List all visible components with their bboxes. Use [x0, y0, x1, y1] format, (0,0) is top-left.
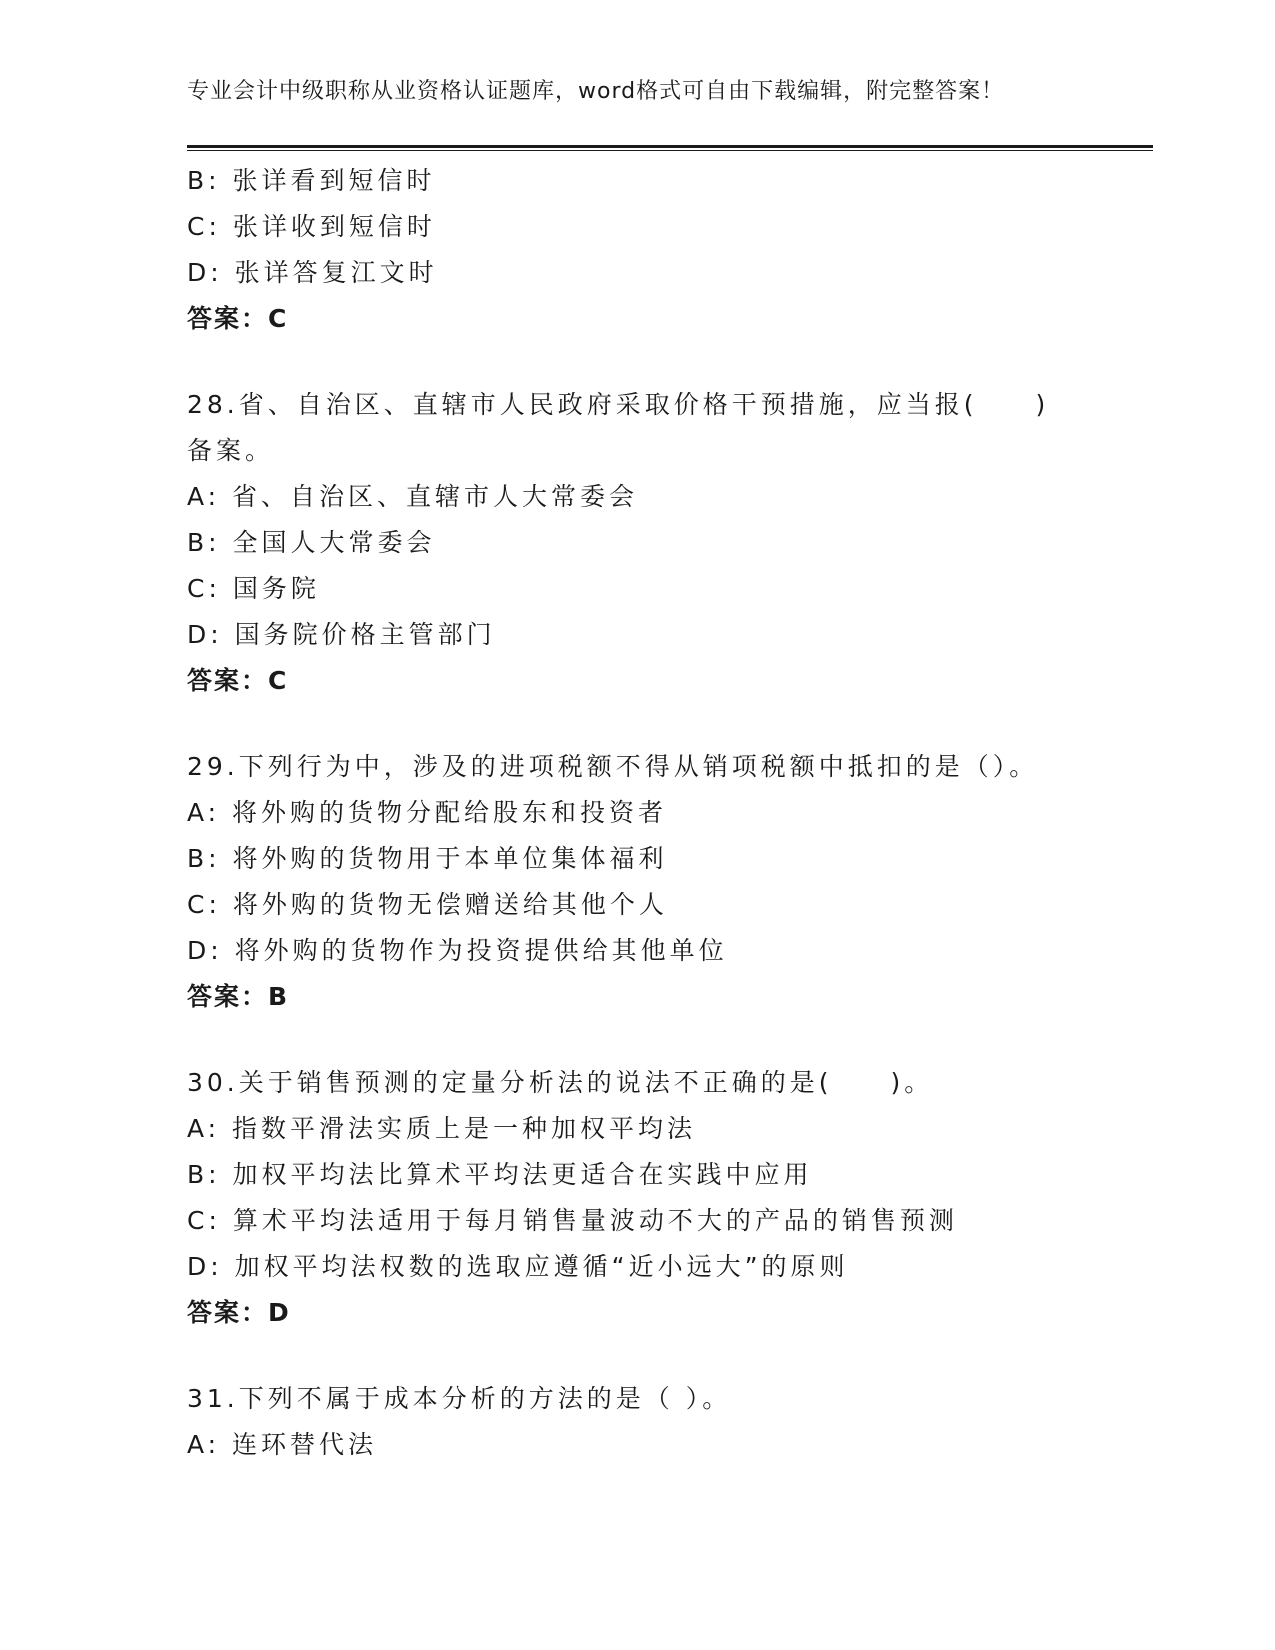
spacer [187, 704, 1107, 744]
question-number: 31. [187, 1384, 239, 1413]
question-28 [187, 382, 1107, 704]
question-text: 关于销售预测的定量分析法的说法不正确的是( )。 [238, 1068, 934, 1097]
spacer [187, 1336, 1107, 1376]
header-divider-thick [187, 145, 1153, 148]
option-d: D: 加权平均法权数的选取应遵循“近小远大”的原则 [187, 1252, 849, 1281]
question-27-continuation [187, 158, 1107, 342]
question-text: 省、自治区、直辖市人民政府采取价格干预措施，应当报( )备案。 [187, 390, 1050, 465]
option-b: B: 加权平均法比算术平均法更适合在实践中应用 [187, 1160, 813, 1189]
question-29 [187, 744, 1107, 1020]
option-a: A: 指数平滑法实质上是一种加权平均法 [187, 1114, 697, 1143]
option-c: C: 将外购的货物无偿赠送给其他个人 [187, 890, 668, 919]
option-c: C: 国务院 [187, 574, 320, 603]
answer-line: 答案：B [187, 982, 290, 1011]
option-a: A: 将外购的货物分配给股东和投资者 [187, 798, 668, 827]
question-stem [187, 1060, 1107, 1106]
spacer [187, 1020, 1107, 1060]
question-number: 29. [187, 752, 239, 781]
question-list [187, 158, 1107, 1468]
option-c: C: 张详收到短信时 [187, 212, 436, 241]
question-number: 28. [187, 390, 239, 419]
question-text: 下列不属于成本分析的方法的是（ ）。 [238, 1384, 732, 1413]
question-30 [187, 1060, 1107, 1336]
page-header: 专业会计中级职称从业资格认证题库，word格式可自由下载编辑，附完整答案！ [187, 79, 1005, 104]
spacer [187, 342, 1107, 382]
header-divider-thin [187, 150, 1153, 151]
question-stem [187, 382, 1067, 474]
question-31 [187, 1376, 1107, 1468]
question-stem [187, 1376, 1107, 1422]
option-b: B: 全国人大常委会 [187, 528, 436, 557]
option-a: A: 连环替代法 [187, 1430, 378, 1459]
question-text: 下列行为中，涉及的进项税额不得从销项税额中抵扣的是（）。 [238, 752, 1039, 781]
answer-line: 答案：C [187, 666, 289, 695]
question-number: 30. [187, 1068, 239, 1097]
question-stem [187, 744, 1107, 790]
option-d: D: 将外购的货物作为投资提供给其他单位 [187, 936, 728, 965]
answer-line: 答案：C [187, 304, 289, 333]
option-c: C: 算术平均法适用于每月销售量波动不大的产品的销售预测 [187, 1206, 958, 1235]
option-a: A: 省、自治区、直辖市人大常委会 [187, 482, 639, 511]
option-b: B: 张详看到短信时 [187, 166, 436, 195]
option-d: D: 国务院价格主管部门 [187, 620, 496, 649]
option-d: D: 张详答复江文时 [187, 258, 438, 287]
option-b: B: 将外购的货物用于本单位集体福利 [187, 844, 668, 873]
answer-line: 答案：D [187, 1298, 291, 1327]
